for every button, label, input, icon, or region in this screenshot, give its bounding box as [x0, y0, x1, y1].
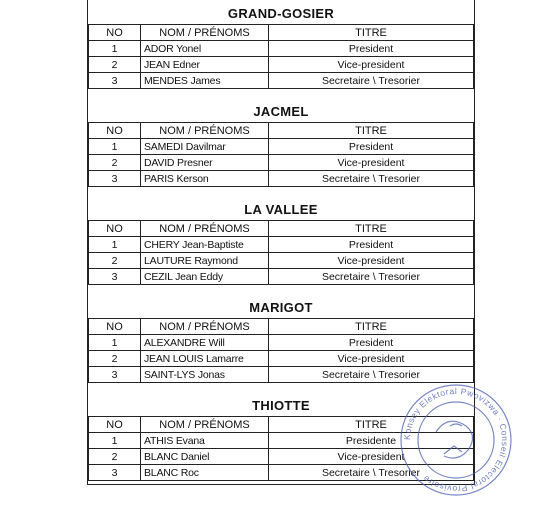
table-row: [89, 433, 474, 449]
member-title: Vice-president: [269, 253, 474, 269]
table-row: [89, 73, 474, 89]
member-title: Secretaire \ Tresorier: [269, 73, 474, 89]
header-titre: TITRE: [269, 123, 474, 139]
member-title: Secretaire \ Tresorier: [269, 171, 474, 187]
member-title: Secretaire \ Tresorier: [269, 269, 474, 285]
row-number: 1: [89, 433, 141, 449]
table-row: [89, 57, 474, 73]
row-number: 1: [89, 237, 141, 253]
row-number: 3: [89, 367, 141, 383]
row-number: 2: [89, 449, 141, 465]
section-la-vallee: [88, 200, 474, 285]
row-number: 3: [89, 269, 141, 285]
member-name: ATHIS Evana: [141, 433, 269, 449]
document-page: [87, 0, 475, 485]
header-no: NO: [89, 25, 141, 41]
row-number: 1: [89, 41, 141, 57]
header-no: NO: [89, 123, 141, 139]
header-name: NOM / PRÉNOMS: [141, 319, 269, 335]
row-number: 3: [89, 171, 141, 187]
table-row: [89, 155, 474, 171]
section-thiotte: [88, 396, 474, 481]
header-row: [89, 319, 474, 335]
member-name: BLANC Daniel: [141, 449, 269, 465]
header-row: [89, 221, 474, 237]
member-name: SAINT-LYS Jonas: [141, 367, 269, 383]
members-table: [88, 318, 474, 383]
section-title: MARIGOT: [249, 300, 313, 315]
stamp-text: Konsey Elektoral Pwovizwa · Conseil Electoral Provisoire: [401, 385, 511, 495]
header-no: NO: [89, 417, 141, 433]
member-name: LAUTURE Raymond: [141, 253, 269, 269]
member-title: President: [269, 139, 474, 155]
header-name: NOM / PRÉNOMS: [141, 123, 269, 139]
section-title: LA VALLEE: [244, 202, 318, 217]
table-row: [89, 171, 474, 187]
member-title: Vice-president: [269, 449, 474, 465]
header-titre: TITRE: [269, 417, 474, 433]
header-no: NO: [89, 319, 141, 335]
section-marigot: [88, 298, 474, 383]
member-name: MENDES James: [141, 73, 269, 89]
header-row: [89, 123, 474, 139]
row-number: 3: [89, 73, 141, 89]
header-name: NOM / PRÉNOMS: [141, 417, 269, 433]
member-title: President: [269, 237, 474, 253]
member-name: ALEXANDRE Will: [141, 335, 269, 351]
row-number: 2: [89, 155, 141, 171]
table-row: [89, 335, 474, 351]
header-name: NOM / PRÉNOMS: [141, 221, 269, 237]
member-name: JEAN LOUIS Lamarre: [141, 351, 269, 367]
member-title: Vice-president: [269, 155, 474, 171]
member-name: PARIS Kerson: [141, 171, 269, 187]
table-row: [89, 237, 474, 253]
member-name: DAVID Presner: [141, 155, 269, 171]
member-name: CEZIL Jean Eddy: [141, 269, 269, 285]
member-title: Vice-president: [269, 351, 474, 367]
table-row: [89, 465, 474, 481]
members-table: [88, 416, 474, 481]
table-row: [89, 139, 474, 155]
member-title: President: [269, 335, 474, 351]
header-name: NOM / PRÉNOMS: [141, 25, 269, 41]
row-number: 1: [89, 335, 141, 351]
table-row: [89, 449, 474, 465]
table-row: [89, 269, 474, 285]
row-number: 2: [89, 351, 141, 367]
table-row: [89, 367, 474, 383]
member-title: Presidente: [269, 433, 474, 449]
member-name: ADOR Yonel: [141, 41, 269, 57]
header-titre: TITRE: [269, 221, 474, 237]
header-row: [89, 417, 474, 433]
member-title: Vice-president: [269, 57, 474, 73]
row-number: 3: [89, 465, 141, 481]
header-titre: TITRE: [269, 25, 474, 41]
section-grand-gosier: [88, 4, 474, 89]
section-title: GRAND-GOSIER: [227, 6, 335, 21]
member-name: CHERY Jean-Baptiste: [141, 237, 269, 253]
members-table: [88, 24, 474, 89]
header-titre: TITRE: [269, 319, 474, 335]
member-title: President: [269, 41, 474, 57]
header-row: [89, 25, 474, 41]
header-no: NO: [89, 221, 141, 237]
member-name: SAMEDI Davilmar: [141, 139, 269, 155]
section-title: THIOTTE: [252, 398, 310, 413]
member-name: JEAN Edner: [141, 57, 269, 73]
members-table: [88, 122, 474, 187]
row-number: 2: [89, 57, 141, 73]
section-title: JACMEL: [253, 104, 309, 119]
member-name: BLANC Roc: [141, 465, 269, 481]
row-number: 1: [89, 139, 141, 155]
section-jacmel: [88, 102, 474, 187]
table-row: [89, 253, 474, 269]
table-row: [89, 351, 474, 367]
members-table: [88, 220, 474, 285]
member-title: Secretaire \ Tresorier: [269, 367, 474, 383]
member-title: Secretaire \ Tresorier: [269, 465, 474, 481]
table-row: [89, 41, 474, 57]
row-number: 2: [89, 253, 141, 269]
